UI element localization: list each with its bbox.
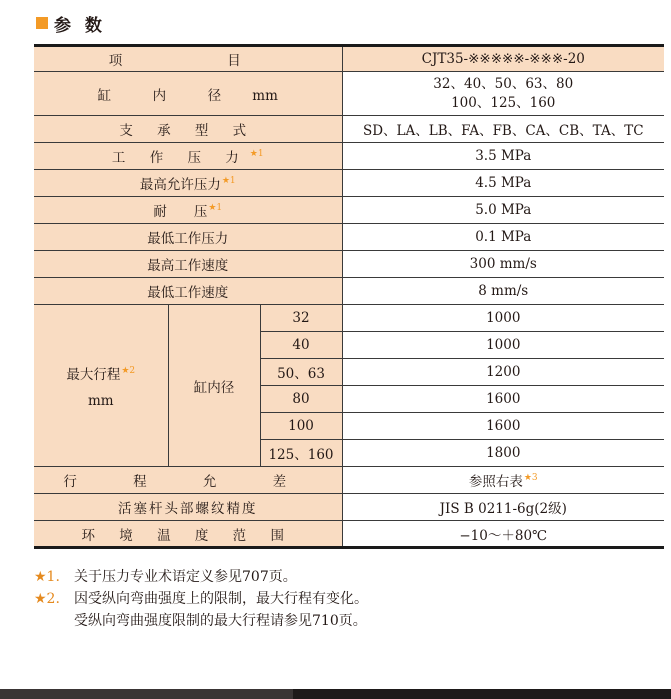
stroke-bore-cell: 125、160 bbox=[260, 440, 342, 467]
table-row bbox=[34, 494, 664, 521]
stroke-value-cell: 1800 bbox=[342, 440, 664, 467]
stroke-value-cell: 1000 bbox=[342, 332, 664, 359]
footnote-text: 因受纵向弯曲强度上的限制，最大行程有变化。 bbox=[74, 591, 368, 607]
max-pressure-label: 最高允许压力$^{★1}$ bbox=[34, 170, 342, 197]
stroke-bore-cell: 32 bbox=[260, 305, 342, 332]
stroke-bore-cell: 40 bbox=[260, 332, 342, 359]
max-pressure-value: 4.5 MPa bbox=[342, 170, 664, 197]
table-row bbox=[34, 467, 664, 494]
stroke-bore-cell: 80 bbox=[260, 386, 342, 413]
thread-accuracy-value: JIS B 0211-6g(2级) bbox=[342, 494, 664, 521]
table-row bbox=[34, 197, 664, 224]
mount-value: SD、LA、LB、FA、FB、CA、CB、TA、TC bbox=[342, 116, 664, 143]
max-stroke-label: 最大行程$^{★2}$ mm bbox=[34, 305, 168, 467]
stroke-value-cell: 1000 bbox=[342, 305, 664, 332]
spec-table bbox=[34, 44, 664, 549]
working-pressure-label: 工 作 压 力$^{★1}$ bbox=[34, 143, 342, 170]
stroke-bore-label: 缸内径 bbox=[168, 305, 260, 467]
footnote-text-continued: 受纵向弯曲强度限制的最大行程请参见710页。 bbox=[74, 613, 367, 629]
orange-square-icon bbox=[36, 17, 48, 29]
bore-label: 缸 内 径 mm bbox=[34, 72, 342, 116]
table-row bbox=[34, 116, 664, 143]
section-title: 参 数 bbox=[54, 15, 106, 36]
proof-pressure-value: 5.0 MPa bbox=[342, 197, 664, 224]
section-heading bbox=[36, 10, 106, 36]
table-row bbox=[34, 170, 664, 197]
stroke-value-cell: 1200 bbox=[342, 359, 664, 386]
stroke-tolerance-label: 行 程 允 差 bbox=[34, 467, 342, 494]
max-speed-value: 300 mm/s bbox=[342, 251, 664, 278]
table-row bbox=[34, 521, 664, 548]
working-pressure-value: 3.5 MPa bbox=[342, 143, 664, 170]
bottom-bar-dark bbox=[293, 689, 671, 699]
stroke-value-cell: 1600 bbox=[342, 413, 664, 440]
table-row bbox=[34, 278, 664, 305]
ambient-temp-value: −10～＋80℃ bbox=[342, 521, 664, 548]
header-label: 项 目 bbox=[34, 46, 342, 72]
thread-accuracy-label: 活塞杆头部螺纹精度 bbox=[34, 494, 342, 521]
table-row bbox=[34, 224, 664, 251]
min-pressure-label: 最低工作压力 bbox=[34, 224, 342, 251]
table-header-row bbox=[34, 46, 664, 72]
stroke-bore-cell: 50、63 bbox=[260, 359, 342, 386]
max-speed-label: 最高工作速度 bbox=[34, 251, 342, 278]
stroke-tolerance-value: 参照右表$^{★3}$ bbox=[342, 467, 664, 494]
star-icon: ★1. bbox=[34, 569, 60, 585]
header-model: CJT35-※※※※※-※※※-20 bbox=[342, 46, 664, 72]
stroke-bore-cell: 100 bbox=[260, 413, 342, 440]
min-pressure-value: 0.1 MPa bbox=[342, 224, 664, 251]
bore-values: 32、40、50、63、80 100、125、160 bbox=[342, 72, 664, 116]
table-row bbox=[34, 305, 664, 332]
bottom-bar bbox=[0, 689, 671, 699]
min-speed-value: 8 mm/s bbox=[342, 278, 664, 305]
proof-pressure-label: 耐 压$^{★1}$ bbox=[34, 197, 342, 224]
footnotes bbox=[34, 566, 368, 632]
footnote-1 bbox=[34, 566, 368, 588]
footnote-text: 关于压力专业术语定义参见707页。 bbox=[74, 569, 297, 585]
ambient-temp-label: 环 境 温 度 范 围 bbox=[34, 521, 342, 548]
footnote-2 bbox=[34, 588, 368, 610]
min-speed-label: 最低工作速度 bbox=[34, 278, 342, 305]
mount-label: 支 承 型 式 bbox=[34, 116, 342, 143]
table-row bbox=[34, 251, 664, 278]
table-row bbox=[34, 143, 664, 170]
table-row bbox=[34, 72, 664, 116]
star-icon: ★2. bbox=[34, 591, 60, 607]
stroke-value-cell: 1600 bbox=[342, 386, 664, 413]
